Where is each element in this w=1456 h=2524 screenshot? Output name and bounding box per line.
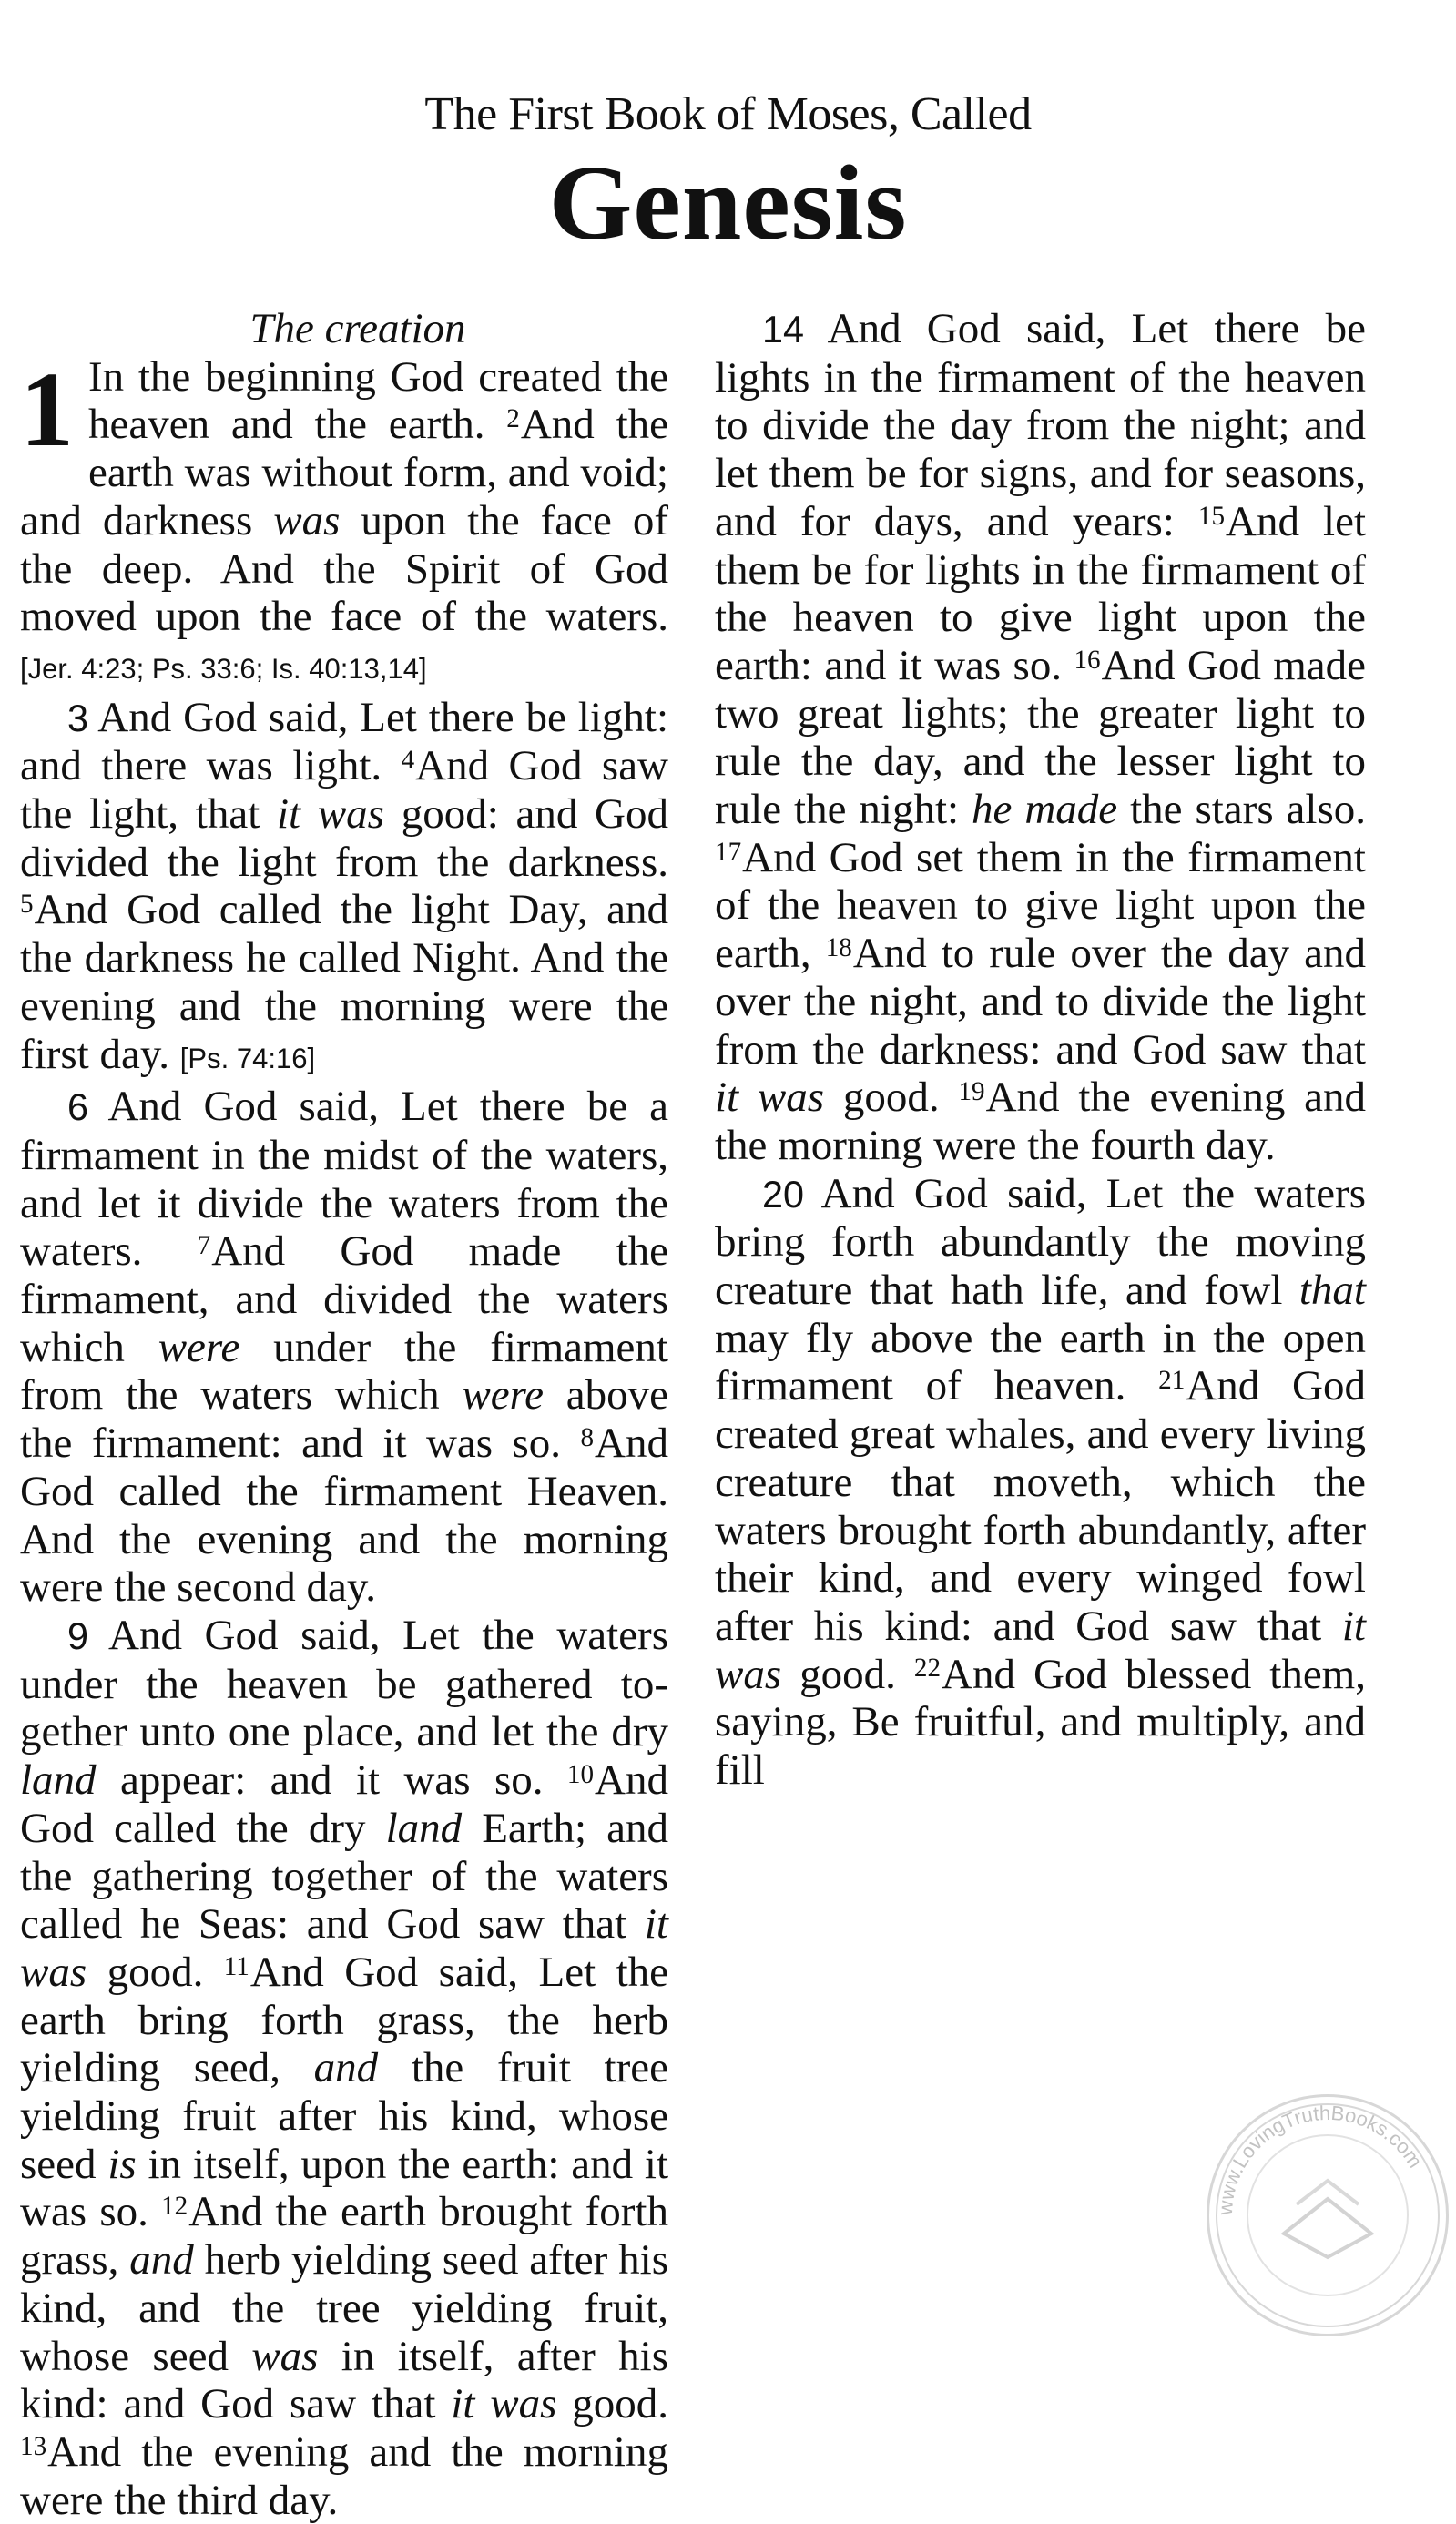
verse-9-cont: appear: and it was so. (96, 1756, 567, 1805)
italic-word: that (1298, 1267, 1366, 1315)
verse-20: And God said, Let the waters bring forth abundantly the moving creature that hath life, and fowl (715, 1169, 1366, 1315)
verse-11-cont: the fruit tree yielding fruit after his kind, whose seed (20, 2044, 668, 2188)
verse-paragraph (20, 1612, 668, 2524)
verse-22: And God blessed them, saying, Be fruitful, and multiply, and fill (715, 1650, 1366, 1795)
verse-number: 8 (580, 1422, 595, 1452)
chapter-number: 1 (20, 349, 74, 469)
verse-number: 22 (913, 1654, 942, 1684)
verse-5: And God called the light Day, and the darkness he called Night. And the evening and the morning were the first day. (20, 886, 668, 1078)
verse-3: And God said, Let there be light: and there was light. (20, 693, 668, 790)
italic-word: and (129, 2236, 194, 2285)
verse-10-end: good. (87, 1948, 224, 1996)
verse-number: 3 (67, 697, 89, 739)
verse-7: And God made the firmament, and divided the waters which (20, 1227, 668, 1371)
italic-word: it was (20, 1900, 668, 1996)
verse-13: And the evening and the morning were the third day. (20, 2427, 668, 2524)
italic-word: it was (715, 1074, 825, 1122)
verse-paragraph (715, 1170, 1366, 1795)
verse-8: And God called the firmament Heaven. And the evening and the morning were the second day. (20, 1420, 668, 1612)
verse-1: In the beginning God created the heaven and the earth. (88, 352, 668, 449)
verse-15: And let them be for lights in the firmament of the heaven to give light upon the earth: and it was so. (715, 497, 1366, 689)
verse-12: And the earth brought forth grass, (20, 2188, 668, 2285)
verse-7-end: above the firmament: and it was so. (20, 1371, 668, 1468)
verse-6: And God said, Let there be a firmament in the midst of the waters, and let it divide the waters from the waters. (20, 1083, 668, 1276)
verse-16: And God made two great lights; the greater light to rule the day, and the lesser light to rule the night: (715, 641, 1366, 834)
verse-number: 14 (762, 309, 805, 351)
verse-paragraph (20, 1083, 668, 1612)
watermark-seal (1207, 2094, 1449, 2336)
verse-number: 12 (161, 2192, 188, 2222)
verse-number: 2 (506, 404, 520, 434)
verse-number: 13 (20, 2431, 47, 2461)
verse-number: 11 (223, 1951, 249, 1981)
book-subtitle: The First Book of Moses, Called (424, 88, 1032, 140)
verse-12-cont: herb yielding seed after his kind, and the tree yielding fruit, whose seed (20, 2236, 668, 2380)
verse-10-cont: Earth; and the gathering together of the waters called he Seas: and God saw that (20, 1804, 668, 1949)
verse-number: 7 (197, 1231, 211, 1261)
verse-4-cont: good: and God divided the light from the darkness. (20, 790, 668, 886)
verse-21: And God created great whales, and every living creature that moveth, which the waters brought forth abundantly, after their kind, and every winged fowl after his kind: and God saw that (715, 1362, 1366, 1650)
verse-number: 10 (566, 1759, 595, 1789)
italic-word: was (251, 2332, 319, 2380)
left-column (20, 305, 669, 2524)
verse-number: 19 (958, 1077, 985, 1107)
italic-word: is (107, 2140, 137, 2188)
verse-19: And the evening and the morning were the fourth day. (715, 1074, 1367, 1169)
watermark-text: www.LovingTruthBooks.com (1213, 2101, 1428, 2216)
verse-2-cont: upon the face of the deep. And the Spirit of God moved upon the face of the waters. (20, 496, 668, 641)
right-column (715, 305, 1366, 1795)
italic-word: it was (451, 2380, 557, 2428)
italic-word: were (462, 1371, 544, 1420)
verse-18-end: good. (824, 1074, 959, 1122)
book-seal-icon (1209, 2097, 1446, 2334)
italic-word: he made (972, 786, 1118, 834)
verse-17: And God set them in the firmament of the heaven to give light upon the earth, (715, 833, 1366, 978)
verse-20-end: may fly above the earth in the open firmament of heaven. (715, 1314, 1366, 1410)
verse-12-cont2: in itself, after his kind: and God saw that (20, 2332, 669, 2428)
italic-word: and (313, 2044, 379, 2092)
verse-paragraph (20, 349, 668, 694)
italic-word: it was (715, 1602, 1366, 1698)
verse-number: 21 (1158, 1366, 1186, 1396)
verse-18: And to rule over the day and over the night, and to divide the light from the darkness: and God saw that (715, 930, 1366, 1074)
verse-14: And God said, Let there be lights in the firmament of the heaven to divide the day from the night; and let them be for signs, and for seasons, and for days, and years: (715, 305, 1366, 545)
verse-paragraph (715, 305, 1366, 1170)
verse-number: 4 (401, 746, 415, 776)
italic-word: were (158, 1323, 240, 1371)
verse-number: 5 (20, 890, 34, 920)
italic-word: was (273, 496, 341, 544)
verse-10: And God called the dry (20, 1756, 668, 1852)
cross-reference: [Jer. 4:23; Ps. 33:6; Is. 40:13,14] (20, 652, 427, 685)
verse-paragraph (20, 694, 668, 1084)
verse-number: 6 (67, 1086, 89, 1129)
verse-9: And God said, Let the waters under the heaven be gathered together unto one place, and let the dry (20, 1611, 668, 1756)
verse-12-end: good. (556, 2380, 668, 2428)
verse-11: And God said, Let the earth bring forth grass, the herb yielding seed, (20, 1948, 668, 2092)
verse-number: 18 (825, 932, 852, 962)
verse-11-end: in itself, upon the earth: and it was so. (20, 2140, 669, 2236)
verse-7-cont: under the firmament from the waters which (20, 1323, 668, 1420)
verse-16-end: the stars also. (1117, 786, 1367, 834)
verse-number: 15 (1197, 501, 1226, 531)
cross-reference: [Ps. 74:16] (179, 1042, 316, 1074)
section-heading: The creation (249, 305, 466, 352)
book-title: Genesis (548, 143, 908, 262)
verse-number: 9 (67, 1614, 89, 1657)
verse-21-end: good. (781, 1650, 914, 1698)
italic-word: land (20, 1756, 97, 1805)
verse-number: 16 (1074, 645, 1101, 675)
verse-2: And the earth was without form, and void; and darkness (20, 401, 668, 544)
italic-word: it was (276, 790, 384, 839)
verse-4: And God saw the light, that (20, 742, 668, 839)
italic-word: land (385, 1804, 463, 1852)
verse-number: 20 (762, 1173, 805, 1216)
verse-number: 17 (715, 837, 742, 867)
